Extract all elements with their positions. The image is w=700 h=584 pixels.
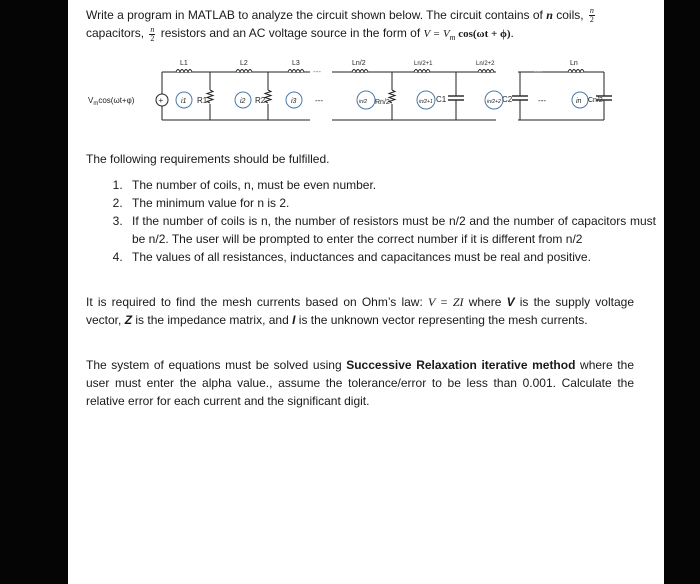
inductor-coil-6 [478, 70, 494, 73]
fraction-n-over-2: $\frac{n}{2}$ [589, 6, 594, 25]
mesh-current-label-3: i3 [291, 98, 297, 105]
capacitor-label-1: C1 [436, 95, 447, 104]
method-name: Successive Relaxation iterative method [346, 358, 576, 372]
mesh-current-label-1: i1 [181, 98, 187, 105]
capacitor-label-3: Cn/2 [588, 97, 603, 104]
mesh-current-label-2: i2 [240, 98, 246, 105]
capacitor-plates-2 [512, 96, 528, 100]
requirement-item: 4. The values of all resistances, inductances and capacitances must be real and positive. [126, 248, 656, 266]
inductor-label-3: L3 [292, 60, 300, 67]
ellipsis-top-2: --- [534, 67, 542, 76]
requirement-item: 2. The minimum value for n is 2. [126, 194, 656, 212]
source-label: $V_m\cos(\omega t+\varphi)$ [88, 96, 135, 107]
fraction-n-over-2-b: $\frac{n}{2}$ [150, 24, 155, 43]
ohms-law-formula: V = ZI [427, 295, 464, 309]
inductor-label-6: Ln/2+2 [476, 61, 495, 67]
intro-paragraph: Write a program in MATLAB to analyze the circuit shown below. The circuit contains of n coils, $\frac{n}{2}$ capacitors, $\frac{n}{2}$ resistors and an AC voltage source in the form of $V = V_m$ cos(ωt + ϕ). [86, 6, 594, 43]
mesh-current-label-4: in/2 [359, 99, 368, 105]
inductor-label-4: Ln/2 [352, 60, 366, 67]
inductor-label-2: L2 [240, 60, 248, 67]
inductor-coil-2 [236, 70, 252, 73]
circuit-diagram [84, 56, 644, 126]
requirements-list [86, 176, 656, 266]
mesh-current-label-7: in [576, 98, 582, 105]
inductor-coil-7 [568, 70, 584, 73]
resistor-zigzag-3 [389, 90, 395, 103]
intro-text-1: Write a program in MATLAB to analyze the circuit shown below. The circuit contains of [86, 8, 547, 22]
inductor-coil-1 [176, 70, 192, 73]
voltage-formula: $V = V_m$ cos(ωt + ϕ) [423, 28, 511, 43]
mesh-current-label-6: in/2+2 [487, 99, 501, 105]
inductor-coil-4 [352, 70, 368, 73]
intro-resistors-text: resistors and an AC voltage source in the form of [157, 26, 424, 41]
ellipsis-mid-1: --- [315, 96, 323, 105]
mesh-current-label-5: in/2+1 [419, 99, 433, 105]
relaxation-paragraph: The system of equations must be solved using Successive Relaxation iterative method where the user must enter the alpha value., assume the tolerance/error to be less than 0.001. Calculate the relative error for each current and the significant digit. [86, 358, 634, 408]
ac-source-plus-icon: + [158, 96, 164, 105]
intro-text-2: capacitors, [86, 26, 148, 41]
left-dark-border [0, 0, 68, 584]
requirement-item: 1. The number of coils, n, must be even number. [126, 176, 656, 194]
right-dark-border [664, 0, 700, 584]
capacitor-plates-1 [448, 96, 464, 100]
ellipsis-top-1: --- [313, 67, 321, 76]
requirement-item: 3. If the number of coils is n, the number of resistors must be n/2 and the number of capacitors must be n/2. The user will be prompted to enter the correct number if it is different from n/2 [126, 212, 656, 248]
inductor-coil-5 [414, 70, 430, 73]
n-variable: n [546, 8, 553, 22]
resistor-label-1: R1 [197, 96, 208, 105]
inductor-label-7: Ln [570, 60, 578, 67]
resistor-label-2: R2 [255, 96, 266, 105]
intro-coils-text: coils, [552, 8, 587, 22]
inductor-label-1: L1 [180, 60, 188, 67]
resistor-label-3: Rn/2 [375, 99, 390, 106]
inductor-coil-3 [288, 70, 304, 73]
requirements-title: The following requirements should be fulfilled. [86, 152, 330, 166]
capacitor-label-2: C2 [502, 95, 513, 104]
resistor-zigzag-1 [207, 90, 213, 103]
document-page [68, 0, 664, 584]
inductor-label-5: Ln/2+1 [414, 61, 433, 67]
resistor-zigzag-2 [265, 90, 271, 103]
ellipsis-mid-2: --- [538, 96, 546, 105]
ohms-law-paragraph: It is required to find the mesh currents based on Ohm’s law: V = ZI where V is the supply voltage vector, Z is the impedance matrix, and I is the unknown vector representing the mesh currents. [86, 295, 634, 327]
